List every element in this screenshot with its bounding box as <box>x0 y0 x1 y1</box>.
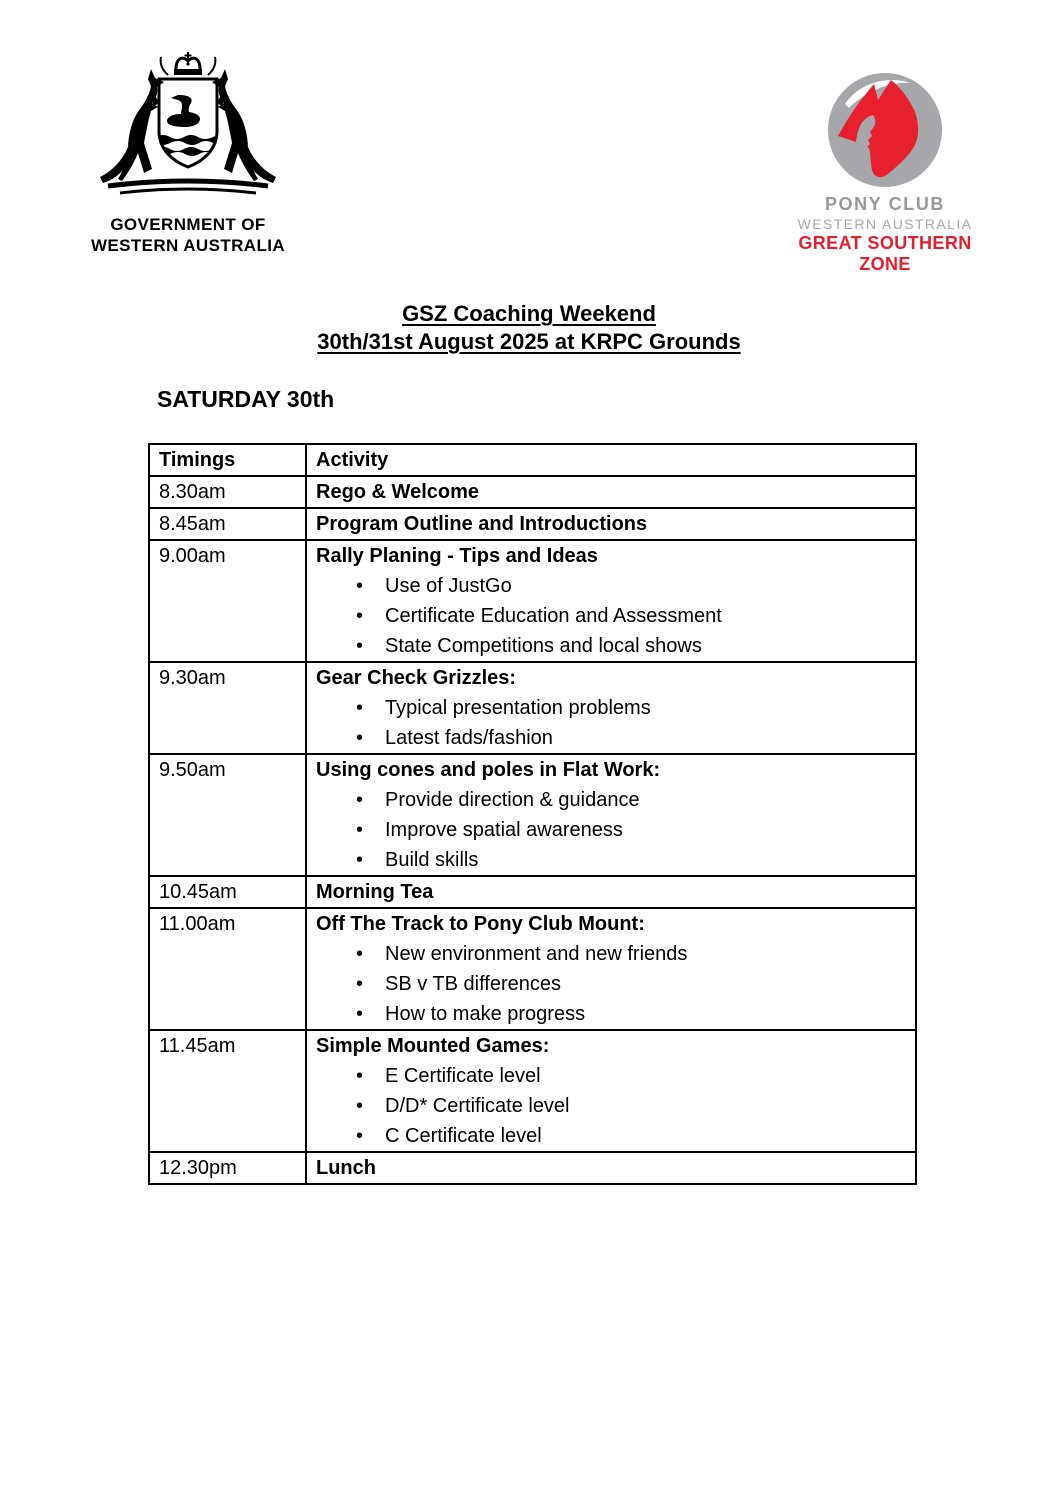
activity-bullet: • Use of JustGo <box>316 571 911 601</box>
activity-bullet: • Improve spatial awareness <box>316 815 911 845</box>
timing-cell: 8.45am <box>149 508 306 540</box>
activity-bullet: • C Certificate level <box>316 1121 911 1151</box>
section-heading: SATURDAY 30th <box>157 386 335 412</box>
pony-club-logo-line2: WESTERN AUSTRALIA <box>797 216 973 232</box>
header-activity: Activity <box>306 444 916 476</box>
title-line2: 30th/31st August 2025 at KRPC Grounds <box>317 329 741 354</box>
timing-cell: 9.50am <box>149 754 306 876</box>
activity-bullet: • State Competitions and local shows <box>316 631 911 661</box>
activity-cell <box>306 662 916 754</box>
table-row <box>149 1152 916 1184</box>
activity-cell <box>306 1152 916 1184</box>
activity-title: Gear Check Grizzles: <box>316 667 517 689</box>
wa-coat-of-arms-icon <box>88 48 288 210</box>
activity-title: Rego & Welcome <box>316 481 479 503</box>
activity-bullet: • E Certificate level <box>316 1061 911 1091</box>
timing-cell: 10.45am <box>149 876 306 908</box>
table-row <box>149 754 916 876</box>
activity-cell <box>306 908 916 1030</box>
table-row <box>149 508 916 540</box>
pony-club-logo-line1: PONY CLUB <box>824 194 946 214</box>
activity-cell <box>306 508 916 540</box>
timing-cell: 11.45am <box>149 1030 306 1152</box>
activity-title: Off The Track to Pony Club Mount: <box>316 913 645 935</box>
timing-cell: 12.30pm <box>149 1152 306 1184</box>
activity-bullet: • D/D* Certificate level <box>316 1091 911 1121</box>
timing-cell: 8.30am <box>149 476 306 508</box>
pony-club-emblem-icon <box>825 70 945 190</box>
table-row <box>149 476 916 508</box>
activity-cell <box>306 1030 916 1152</box>
table-row <box>149 1030 916 1152</box>
activity-bullet: • Latest fads/fashion <box>316 723 911 753</box>
kangaroo-left-icon <box>100 69 164 183</box>
activity-bullet: • New environment and new friends <box>316 939 911 969</box>
crown-icon <box>174 52 202 75</box>
schedule-table <box>148 443 917 1185</box>
timing-cell: 9.30am <box>149 662 306 754</box>
pony-club-logo <box>783 70 987 275</box>
activity-cell <box>306 476 916 508</box>
activity-cell <box>306 876 916 908</box>
table-row <box>149 876 916 908</box>
timing-cell: 9.00am <box>149 540 306 662</box>
activity-bullet: • SB v TB differences <box>316 969 911 999</box>
activity-title: Rally Planing - Tips and Ideas <box>316 545 598 567</box>
pony-club-logo-line3: GREAT SOUTHERN ZONE <box>798 233 972 274</box>
table-row <box>149 662 916 754</box>
activity-bullet: • Certificate Education and Assessment <box>316 601 911 631</box>
header-timings: Timings <box>149 444 306 476</box>
activity-title: Simple Mounted Games: <box>316 1035 550 1057</box>
government-logo-line2: WESTERN AUSTRALIA <box>90 236 286 255</box>
activity-title: Using cones and poles in Flat Work: <box>316 759 661 781</box>
activity-title: Lunch <box>316 1157 376 1179</box>
document-title <box>0 300 1058 356</box>
activity-title: Morning Tea <box>316 881 434 903</box>
table-row <box>149 908 916 1030</box>
activity-cell <box>306 540 916 662</box>
table-row <box>149 540 916 662</box>
activity-bullet: • Provide direction & guidance <box>316 785 911 815</box>
government-logo-line1: GOVERNMENT OF <box>110 215 266 234</box>
activity-bullet: • How to make progress <box>316 999 911 1029</box>
government-logo <box>78 48 298 256</box>
timing-cell: 11.00am <box>149 908 306 1030</box>
title-line1: GSZ Coaching Weekend <box>402 301 656 326</box>
activity-title: Program Outline and Introductions <box>316 513 648 535</box>
kangaroo-right-icon <box>212 69 276 183</box>
table-header-row <box>149 444 916 476</box>
ground-icon <box>108 181 268 193</box>
activity-bullet: • Build skills <box>316 845 911 875</box>
activity-cell <box>306 754 916 876</box>
activity-bullet: • Typical presentation problems <box>316 693 911 723</box>
